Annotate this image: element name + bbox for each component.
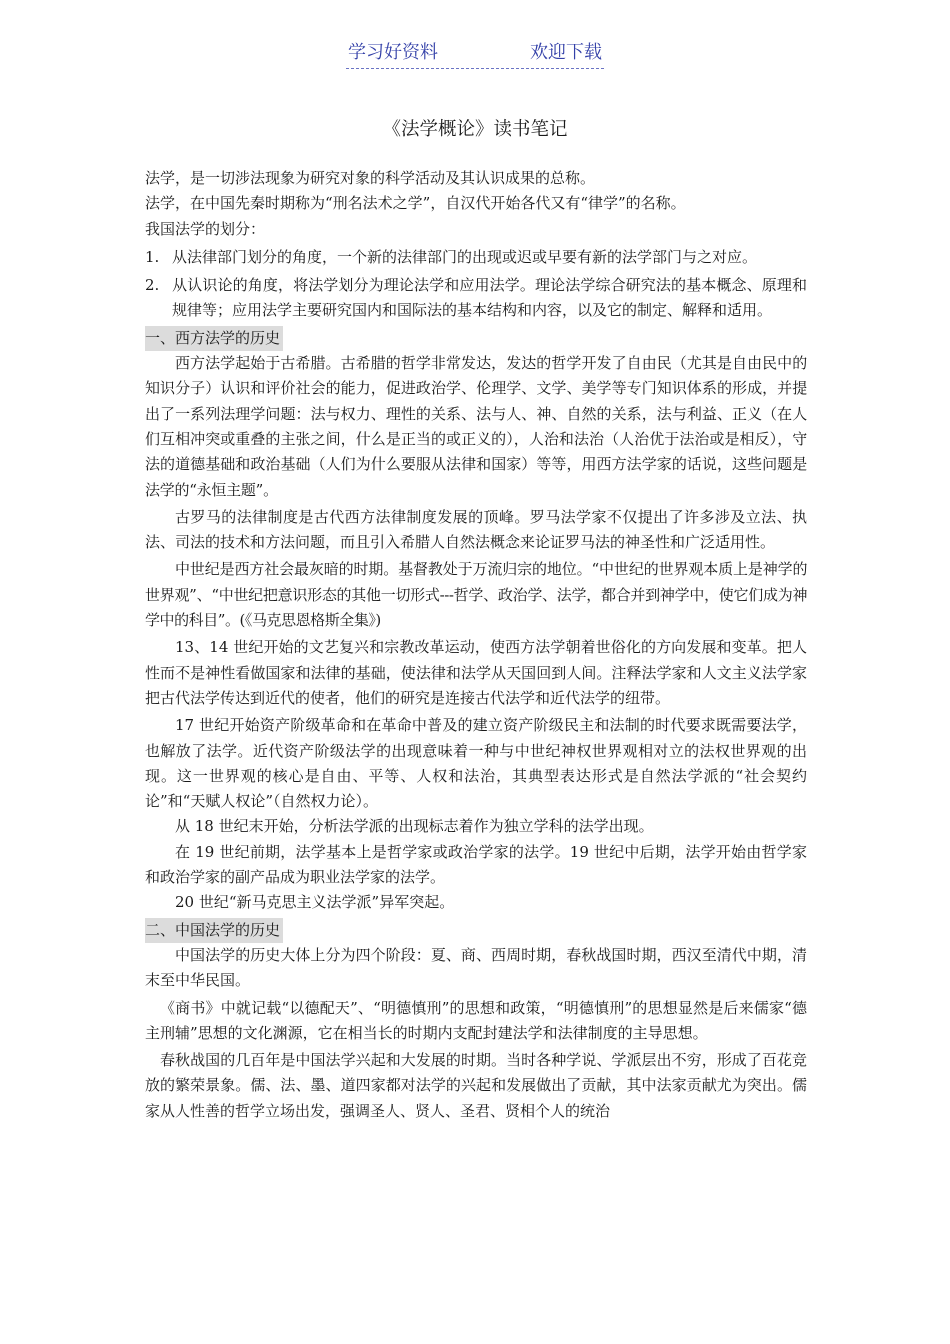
intro-paragraph-3: 我国法学的划分： [145,219,266,238]
section1-paragraph: 从 18 世纪末开始，分析法学派的出现标志着作为独立学科的法学出现。 [175,817,654,836]
header-banner [346,38,604,69]
item-text: 从法律部门划分的角度，一个新的法律部门的出现或迟或早要有新的法学部门与之对应。 [172,247,758,266]
section1-paragraph: 13、14 世纪开始的文艺复兴和宗教改革运动，使西方法学朝着世俗化的方向发展和变革。把人性而不是神性看做国家和法律的基础，使法律和法学从天国回到人间。注释法学家和人文主义法学家把古代法学传达到近代的使者，他们的研究是连接古代法学和近代法学的纽带。 [145,638,807,707]
document-body [145,166,807,1124]
section-heading-western: 一、西方法学的历史 [145,326,283,351]
numbered-item [145,273,807,324]
page-header [0,38,950,69]
item-number: 1. [145,247,160,266]
header-left-text: 学习好资料 [348,42,438,63]
header-right-text: 欢迎下载 [530,42,602,63]
intro-paragraph-1: 法学，是一切涉法现象为研究对象的科学活动及其认识成果的总称。 [145,169,596,187]
section2-paragraph: 《商书》中就记载“以德配天”、“明德慎刑”的思想和政策，“明德慎刑”的思想显然是后来儒家“德主刑辅”思想的文化渊源，它在相当长的时期内支配封建法学和法律制度的主导思想。 [145,998,807,1042]
section1-paragraph: 在 19 世纪前期，法学基本上是哲学家或政治学家的法学。19 世纪中后期，法学开始由哲学家和政治学家的副产品成为职业法学家的法学。 [145,842,807,887]
item-number: 2. [145,276,160,295]
section1-paragraph: 古罗马的法律制度是古代西方法律制度发展的顶峰。罗马法学家不仅提出了许多涉及立法、执法、司法的技术和方法问题，而且引入希腊人自然法概念来论证罗马法的神圣性和广泛适用性。 [145,507,807,552]
section1-paragraph: 17 世纪开始资产阶级革命和在革命中普及的建立资产阶级民主和法制的时代要求既需要法学，也解放了法学。近代资产阶级法学的出现意味着一种与中世纪神权世界观相对立的法权世界观的出现。这一世界观的核心是自由、平等、人权和法治，其典型表达形式是自然法学派的“社会契约论”和“天赋人权论”（自然权力论）。 [145,716,807,811]
intro-paragraph-2: 法学，在中国先秦时期称为“刑名法术之学”，自汉代开始各代又有“律学”的名称。 [145,194,686,213]
section1-paragraph: 20 世纪“新马克思主义法学派”异军突起。 [175,893,455,912]
item-text: 从认识论的角度，将法学划分为理论法学和应用法学。理论法学综合研究法的基本概念、原理和规律等；应用法学主要研究国内和国际法的基本结构和内容，以及它的制定、解释和适用。 [172,276,807,320]
document-title: 《法学概论》读书笔记 [382,119,568,140]
section-heading-chinese: 二、中国法学的历史 [145,918,283,943]
section2-paragraph: 中国法学的历史大体上分为四个阶段：夏、商、西周时期，春秋战国时期，西汉至清代中期，清末至中华民国。 [145,945,807,990]
numbered-item [145,245,807,270]
section1-paragraph: 中世纪是西方社会最灰暗的时期。基督教处于万流归宗的地位。“中世纪的世界观本质上是神学的世界观”、“中世纪把意识形态的其他一切形式---哲学、政治学、法学，都合并到神学中，使它们成为神学中的科目”。(《马克思恩格斯全集》) [145,560,807,630]
section2-paragraph: 春秋战国的几百年是中国法学兴起和大发展的时期。当时各种学说、学派层出不穷，形成了百花竞放的繁荣景象。儒、法、墨、道四家都对法学的兴起和发展做出了贡献，其中法家贡献尤为突出。儒家从人性善的哲学立场出发，强调圣人、贤人、圣君、贤相个人的统治 [145,1051,807,1120]
section1-paragraph: 西方法学起始于古希腊。古希腊的哲学非常发达，发达的哲学开发了自由民（尤其是自由民中的知识分子）认识和评价社会的能力，促进政治学、伦理学、文学、美学等专门知识体系的形成，并提出了一系列法理学问题：法与权力、理性的关系、法与人、神、自然的关系，法与利益、正义（在人们互相冲突或重叠的主张之间，什么是正当的或正义的），人治和法治（人治优于法治或是相反），守法的道德基础和政治基础（人们为什么要服从法律和国家）等等，用西方法学家的话说，这些问题是法学的“永恒主题”。 [145,354,807,499]
